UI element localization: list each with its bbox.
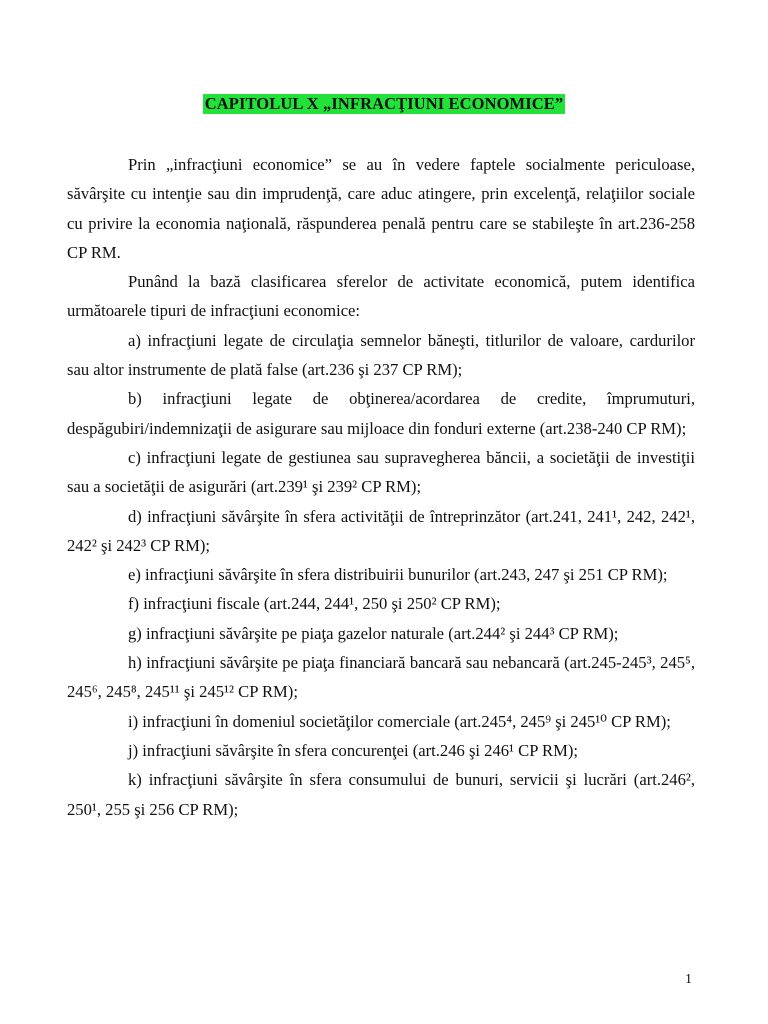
list-item-k: k) infracţiuni săvârşite în sfera consumului de bunuri, servicii şi lucrări (art.246², 250¹, 255 şi 256 CP RM); <box>67 770 695 819</box>
paragraph-classification: Punând la bază clasificarea sferelor de activitate economică, putem identifica următoarele tipuri de infracţiuni economice: <box>67 272 695 321</box>
chapter-title: CAPITOLUL X „INFRACŢIUNI ECONOMICE” <box>204 94 564 113</box>
list-item-j: j) infracţiuni săvârşite în sfera concurenţei (art.246 şi 246¹ CP RM); <box>128 740 578 760</box>
list-item-b: b) infracţiuni legate de obţinerea/acordarea de credite, împrumuturi, despăgubiri/indemnizaţii de asigurare sau mijloace din fonduri externe (art.238-240 CP RM); <box>67 389 695 438</box>
list-item-h: h) infracţiuni săvârşite pe piaţa financiară bancară sau nebancară (art.245-245³, 245⁵, 245⁶, 245⁸, 245¹¹ şi 245¹² CP RM); <box>67 653 695 702</box>
paragraph-intro: Prin „infracţiuni economice” se au în vedere faptele socialmente periculoase, săvârşite cu intenţie sau din imprudenţă, care aduc atingere, prin excelenţă, relaţiilor sociale cu privire la economia naţională, răspunderea penală pentru care se stabileşte în art.236-258 CP RM. <box>67 155 695 262</box>
list-item-i: i) infracţiuni în domeniul societăţilor comerciale (art.245⁴, 245⁹ şi 245¹⁰ CP RM); <box>128 711 671 731</box>
list-item-c: c) infracţiuni legate de gestiunea sau supravegherea băncii, a societăţii de investiţii sau a societăţii de asigurări (art.239¹ şi 239² CP RM); <box>67 447 695 497</box>
list-item-d: d) infracţiuni săvârşite în sfera activităţii de întreprinzător (art.241, 241¹, 242, 242¹, 242² şi 242³ CP RM); <box>67 506 695 555</box>
list-item-e: e) infracţiuni săvârşite în sfera distribuirii bunurilor (art.243, 247 şi 251 CP RM); <box>128 565 668 585</box>
page-number: 1 <box>685 972 692 987</box>
list-item-g: g) infracţiuni săvârşite pe piaţa gazelor naturale (art.244² şi 244³ CP RM); <box>128 623 619 643</box>
title-wrapper <box>0 94 768 114</box>
document-body <box>67 150 695 824</box>
list-item-a: a) infracţiuni legate de circulaţia semnelor băneşti, titlurilor de valoare, cardurilor sau altor instrumente de plată false (art.236 şi 237 CP RM); <box>67 330 695 380</box>
list-item-f: f) infracţiuni fiscale (art.244, 244¹, 250 şi 250² CP RM); <box>128 594 501 614</box>
